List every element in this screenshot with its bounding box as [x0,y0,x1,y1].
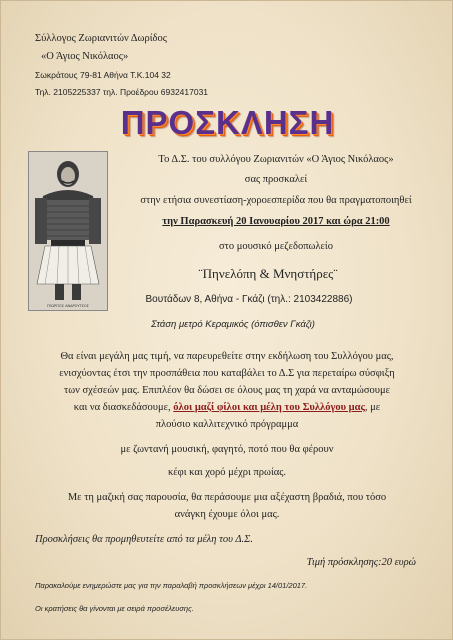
invitation-intro: Το Δ.Σ. του συλλόγου Ζωριανιτών «Ο Άγιος Νικόλαος» [158,154,394,165]
deadline-note: Παρακαλούμε ενημερώστε μας για την παραλαβή προσκλήσεων μέχρι 14/01/2017. [35,581,308,590]
portrait-caption: ΓΕΩΡΓΙΟΣ ΑΝΔΡΟΥΤΣΟΣ [47,304,89,308]
body-line: πλούσιο καλλιτεχνικό πρόγραμμα [155,419,299,430]
body-line [74,402,380,413]
org-name: Σύλλογος Ζωριανιτών Δωρίδος [35,33,167,44]
reservation-note: Οι κρατήσεις θα γίνονται με σειρά προσέλευσης. [35,604,194,613]
body-line-start: και να διασκεδάσουμε, [73,402,174,413]
body-line: ενισχύοντας έτσι την προσπάθεια που καταβάλει το Δ.Σ για περεταίρω σύσφιξη [59,368,395,379]
warrior-portrait-image [28,151,108,311]
body-line: με ζωντανή μουσική, φαγητό, ποτό που θα φέρουν [120,444,334,455]
venue-address: Βουτάδων 8, Αθήνα - Γκάζι (τηλ.: 2103422886) [145,294,353,305]
invitation-price: Τιμή πρόσκλησης:20 ευρώ [306,557,416,568]
invitation-invites: σας προσκαλεί [244,174,308,185]
org-phones: Τηλ. 2105225337 τηλ. Προέδρου 6932417031 [35,87,209,97]
body-line-end: , με [364,402,381,413]
venue-intro: στο μουσικό μεζεδοπωλείο [218,241,334,252]
org-nickname: «Ο Άγιος Νικόλαος» [41,51,129,62]
warrior-portrait-drawing [29,152,107,310]
invitation-event: στην ετήσια συνεστίαση-χοροεσπερίδα που θα πραγματοποιηθεί [140,195,412,206]
event-date-time: την Παρασκευή 20 Ιανουαρίου 2017 και ώρα 21:00 [162,216,390,227]
body-line: ανάγκη έχουμε όλοι μας. [174,509,280,520]
members-highlight: όλοι μαζί φίλοι και μέλη του Συλλόγου μας [173,402,365,413]
body-line: Θα είναι μεγάλη μας τιμή, να παρευρεθείτε στην εκδήλωση του Συλλόγου μας, [60,351,394,362]
page-title: ΠΡΟΣΚΛΗΣΗ [120,104,335,141]
venue-name: ¨Πηνελόπη & Μνηστήρες¨ [198,266,338,281]
invitations-availability: Προσκλήσεις θα προμηθευτείτε από τα μέλη του Δ.Σ. [35,534,253,545]
body-line: των σχέσεών μας. Επιπλέον θα δώσει σε όλους μας τη χαρά να ανταμώσουμε [64,385,390,396]
metro-station: Στάση μετρό Κεραμικός (όπισθεν Γκάζι) [151,319,315,330]
body-line: κέφι και χορό μέχρι πρωίας. [167,467,287,478]
body-line: Με τη μαζική σας παρουσία, θα περάσουμε μια αξέχαστη βραδιά, που τόσο [67,492,387,503]
org-address: Σωκράτους 79-81 Αθήνα Τ.Κ.104 32 [35,70,171,80]
